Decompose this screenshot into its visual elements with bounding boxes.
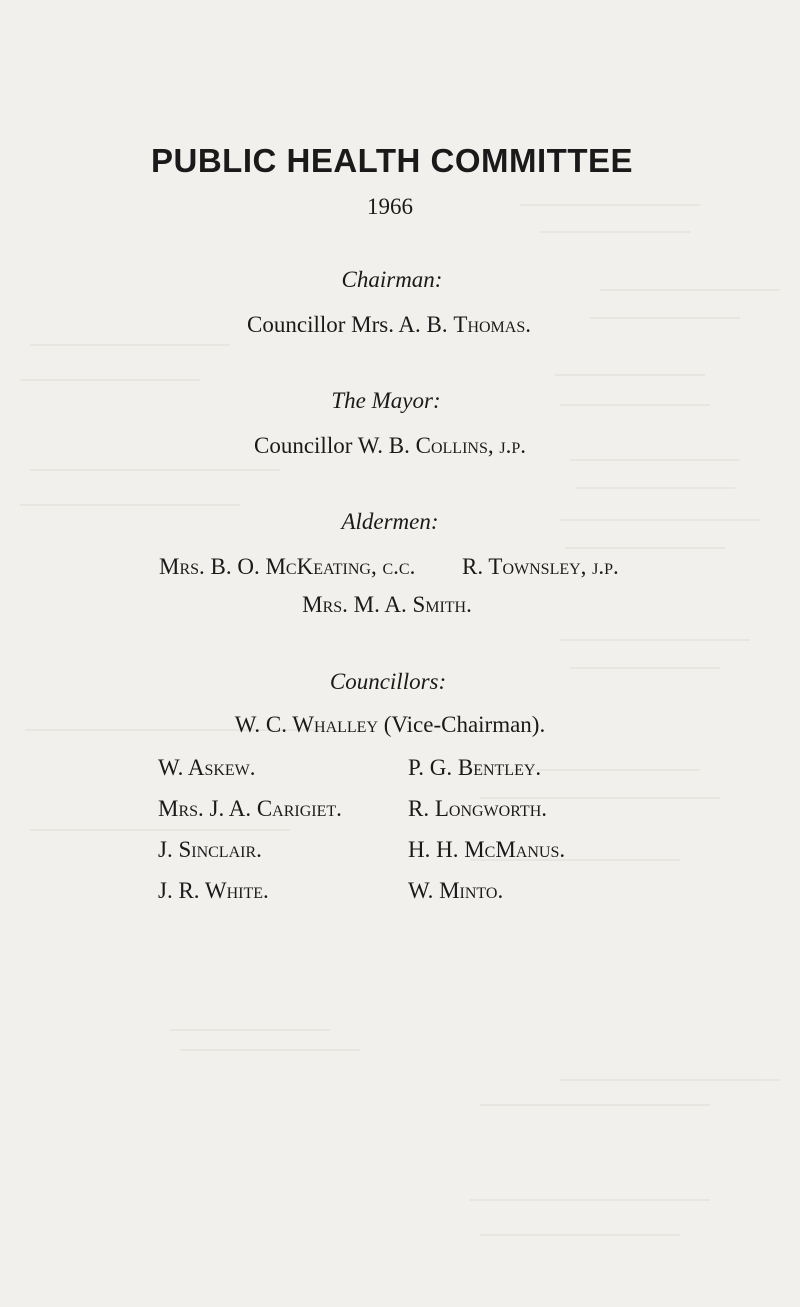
committee-year: 1966: [367, 194, 413, 219]
councillors-heading: Councillors:: [329, 669, 447, 694]
councillor-right: R. Longworth.: [408, 796, 547, 821]
councillor-right: H. H. McManus.: [408, 837, 566, 862]
councillor-left: Mrs. J. A. Carigiet.: [158, 796, 342, 821]
mayor-name: Collins, j.p.: [415, 433, 526, 458]
chairman-name: Thomas.: [453, 312, 531, 337]
chairman-entry: [0, 312, 789, 338]
page-title: PUBLIC HEALTH COMMITTEE: [150, 142, 634, 179]
alderman-smith: Mrs. M. A. Smith.: [302, 592, 472, 617]
alderman-mckeating: Mrs. B. O. McKeating, c.c.: [159, 554, 416, 579]
vice-chairman-role: (Vice-Chairman).: [378, 712, 546, 737]
mayor-entry-prefix: Councillor W. B.: [253, 433, 416, 458]
vice-chairman-name: W. C. Whalley: [234, 712, 378, 737]
chairman-heading: Chairman:: [341, 267, 443, 292]
councillor-left: W. Askew.: [158, 755, 256, 780]
aldermen-heading: Aldermen:: [341, 509, 439, 534]
councillor-right: P. G. Bentley.: [408, 755, 542, 780]
councillor-left: J. Sinclair.: [158, 837, 262, 862]
councillor-left: J. R. White.: [158, 878, 269, 903]
mayor-entry: [0, 433, 790, 459]
councillor-vice-chairman: [0, 712, 790, 738]
councillor-right: W. Minto.: [408, 878, 504, 903]
alderman-townsley: R. Townsley, j.p.: [462, 554, 619, 579]
mayor-heading: The Mayor:: [331, 388, 441, 413]
chairman-entry-prefix: Councillor Mrs. A. B.: [247, 312, 454, 337]
